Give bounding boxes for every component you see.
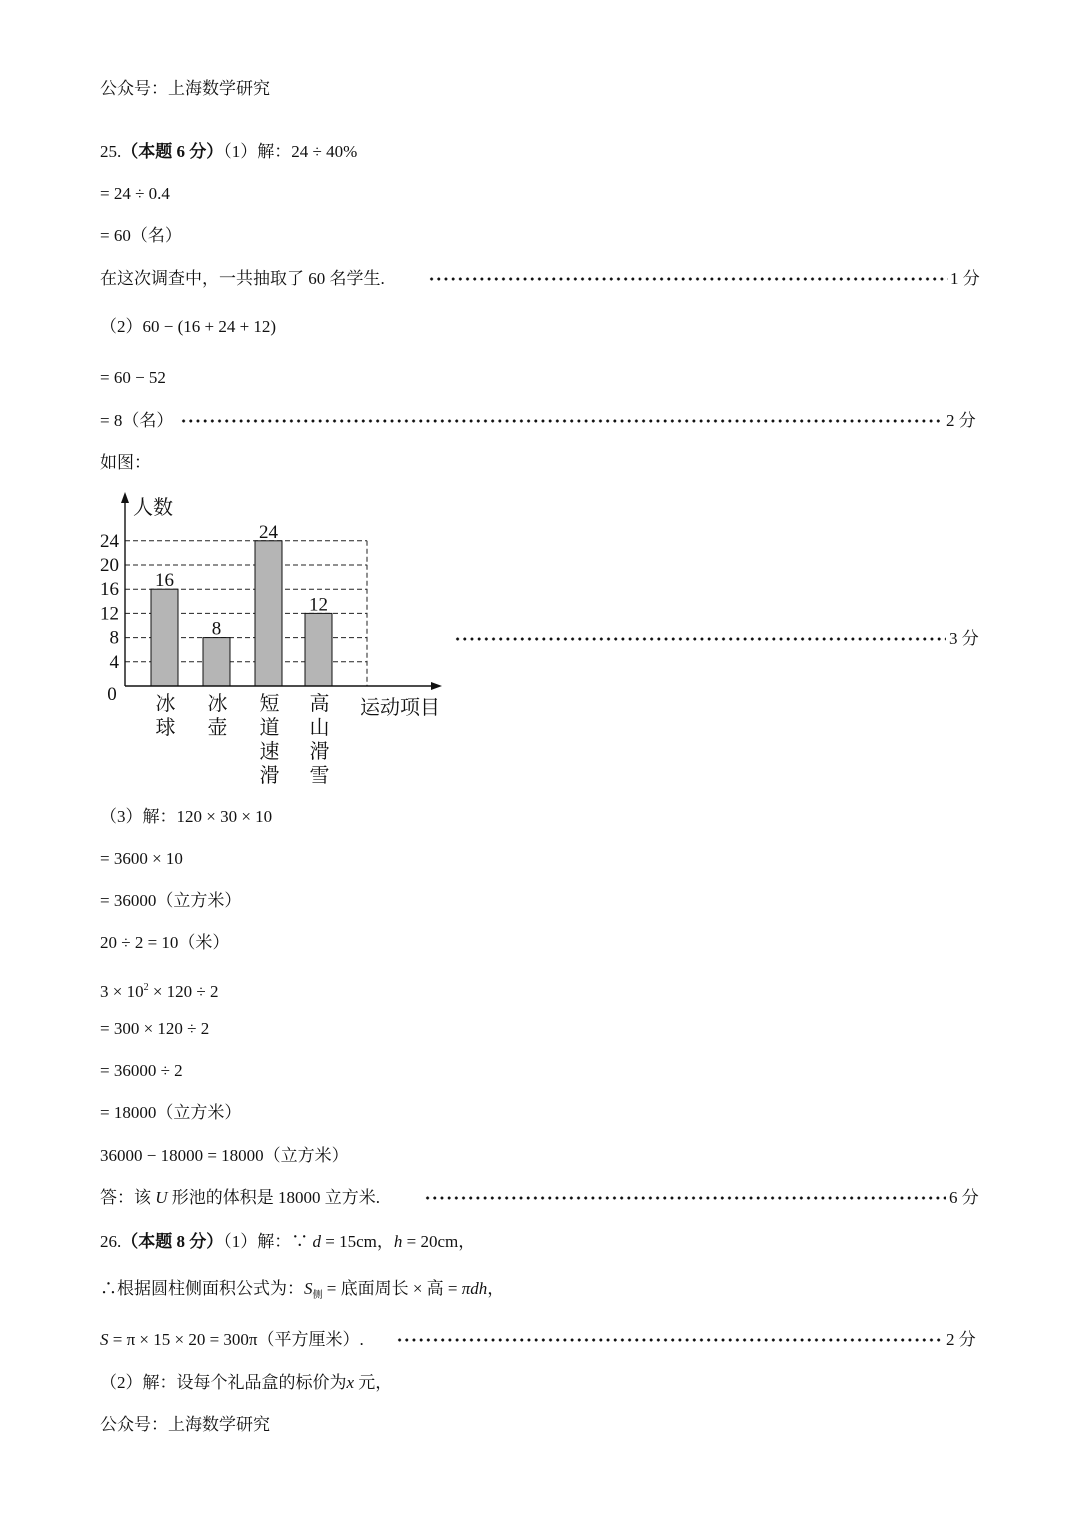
q25-line-5 [100,316,276,338]
q26-line-3 [100,1329,364,1351]
q25-line-8: 如图： [100,453,151,472]
answer-text: 形池的体积是 18000 立方米. [167,1188,381,1207]
x-tick-label: 冰壶 [207,693,228,739]
q25-part1-label: （1）解： [223,142,292,161]
x-tick-label: 冰球 [155,693,176,739]
q25-line-17: 36000 − 18000 = 18000（立方米） [100,1146,349,1165]
variable-s: S [100,1330,109,1349]
exponent: 2 [143,982,149,993]
bar-value-label: 8 [211,618,222,640]
score-marker: 2 分 [946,1330,976,1349]
y-tick-label: 24 [100,530,119,552]
q25-line-15: = 36000 ÷ 2 [100,1061,183,1080]
formula-text: = π × 15 × 20 = 300π（平方厘米）. [108,1330,364,1349]
q25-line-2: = 24 ÷ 0.4 [100,184,170,203]
expr-part: × 120 ÷ 2 [148,982,219,1001]
q25-line-16: = 18000（立方米） [100,1103,242,1122]
subscript: 侧 [312,1290,323,1301]
q26-line-2 [100,1278,504,1307]
q25-part3-label: （3）解： [100,807,177,826]
page-header: 公众号：上海数学研究 [100,79,270,98]
expr-part: = 20cm， [402,1232,476,1251]
bar-chart [90,490,460,790]
q25-line-1 [100,141,357,163]
q25-line-10: = 3600 × 10 [100,849,183,868]
bar-value-label: 16 [155,570,174,592]
q26-number: 26. [100,1232,122,1251]
q26-line-1 [100,1231,475,1253]
formula-var: πdh [461,1279,488,1298]
variable-u: U [155,1188,168,1207]
q25-line-4: 在这次调查中，一共抽取了 60 名学生. [100,269,385,288]
q25-part3-expr: 120 × 30 × 10 [176,807,273,826]
y-tick-label: 4 [109,651,119,673]
x-axis-label: 运动项目 [360,697,440,719]
bar [151,589,178,686]
y-axis-label: 人数 [133,497,173,519]
score-marker: 2 分 [946,411,976,430]
q25-line-7: = 8（名） [100,411,174,430]
question-text: （2）解：设每个礼品盒的标价为 [100,1373,347,1392]
dotted-leader [396,1338,941,1342]
variable-d: d [312,1232,321,1251]
dotted-leader [180,419,942,423]
q25-line-9 [100,806,272,828]
score-marker: 3 分 [949,629,979,648]
x-tick-label: 高山滑雪 [309,693,330,787]
q25-part2-expr: 60 − (16 + 24 + 12) [142,317,277,336]
formula-text: = 底面周长 × 高 = [322,1279,462,1298]
y-tick-label: 0 [107,684,117,705]
expr-part: 3 × 10 [100,982,144,1001]
expr-part: = 15cm， [321,1232,394,1251]
variable-s: S [304,1279,313,1298]
answer-text: 答：该 [100,1188,156,1207]
y-tick-label: 12 [100,603,119,625]
variable-x: x [346,1373,355,1392]
bar-value-label: 12 [309,594,328,616]
bar [255,541,282,686]
q25-line-6: = 60 − 52 [100,368,166,387]
q25-line-12: 20 ÷ 2 = 10（米） [100,933,230,952]
q25-line-3: = 60（名） [100,226,182,245]
y-tick-label: 20 [100,555,119,576]
q26-part1-label: （1）解：∵ [223,1232,313,1251]
q25-part1-expr: 24 ÷ 40% [291,142,358,161]
formula-text: ， [487,1279,505,1298]
score-marker: 6 分 [949,1188,979,1207]
bar [203,638,230,686]
variable-h: h [393,1232,403,1251]
dotted-leader [454,637,946,641]
score-marker: 1 分 [950,269,980,288]
formula-text: ∴根据圆柱侧面积公式为： [100,1279,304,1298]
bar [305,613,332,686]
q26-line-4 [100,1372,392,1394]
y-tick-label: 16 [100,579,119,601]
q25-points-tag: （本题 6 分） [121,142,224,161]
dotted-leader [428,277,948,281]
q26-points-tag: （本题 8 分） [121,1232,224,1251]
q25-number: 25. [100,142,122,161]
dotted-leader [424,1196,946,1200]
q25-line-13 [100,977,219,1003]
q25-line-14: = 300 × 120 ÷ 2 [100,1019,210,1038]
y-tick-label: 8 [109,627,119,649]
bar-value-label: 24 [259,521,278,543]
page-footer: 公众号：上海数学研究 [100,1415,270,1434]
q25-part2-label: （2） [100,317,143,336]
question-text: 元， [354,1373,393,1392]
q25-answer [100,1187,380,1209]
q25-line-11: = 36000（立方米） [100,891,242,910]
x-tick-label: 短道速滑 [259,693,280,787]
